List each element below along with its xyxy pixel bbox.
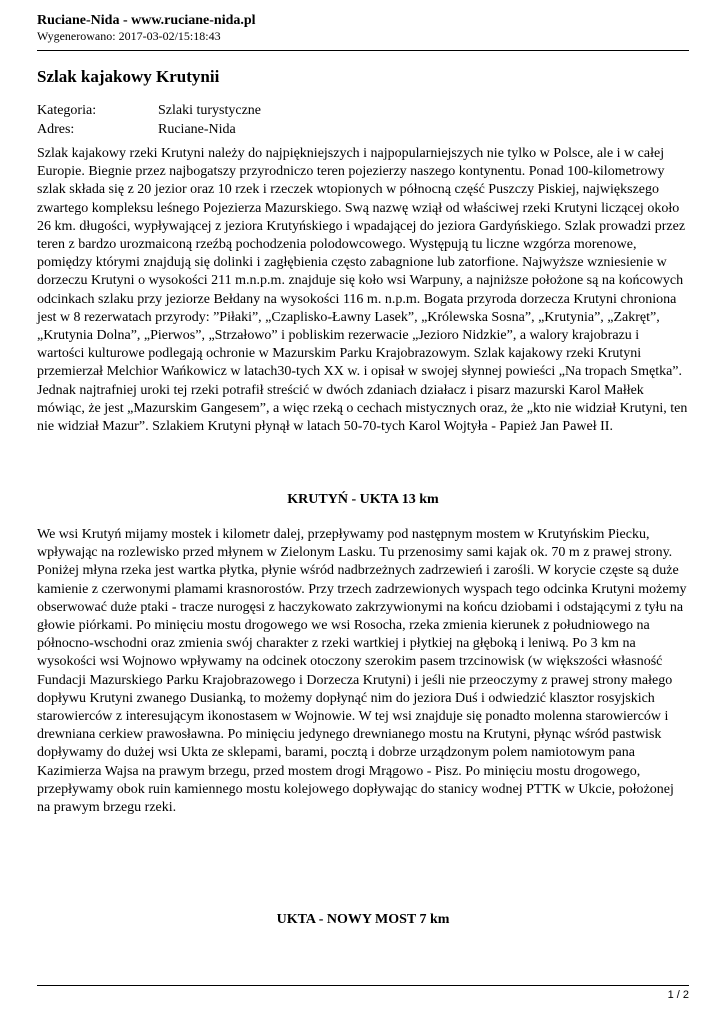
meta-row-category [37,101,261,120]
document-header [37,12,689,44]
generated-timestamp: Wygenerowano: 2017-03-02/15:18:43 [37,29,221,43]
site-name: Ruciane-Nida - www.ruciane-nida.pl [37,13,256,28]
page-title: Szlak kajakowy Krutynii [37,67,220,86]
section-heading-ukta-nowy-most: UKTA - NOWY MOST 7 km [276,912,450,927]
section-heading-krutyn-ukta: KRUTYŃ - UKTA 13 km [287,492,439,507]
meta-key: Adres: [37,122,75,137]
intro-text: Szlak kajakowy rzeki Krutyni należy do najpiękniejszych i najpopularniejszych nie tylko w Polsce, ale i w całej Europie. Biegnie przez najbogatszy przyrodniczo teren pojezierzy naszego kontynentu. Ponad 100-kilometrowy szlak składa się z 20 jezior oraz 10 rzek i rzeczek wtopionych w północną część Puszczy Piskiej, największego zwartego kompleksu leśnego Pojezierza Mazurskiego. Swą nazwę wziął od właściwej rzeki Krutyni liczącej około 26 km. długości, wypływającej z jeziora Krutyńskiego i wpadającej do jeziora Gardyńskiego. Szlak prowadzi przez teren z bardzo urozmaiconą rzeźbą pochodzenia polodowcowego. Występują tu liczne wzgórza morenowe, pomiędzy którymi znajdują się dolinki i zagłębienia często zabagnione lub zatorfione. Najwyższe wzniesienie w dorzeczu Krutyni o wysokości 211 m.n.p.m. znajduje się koło wsi Warpuny, a najniższe położone są na końcowych odcinkach szlaku przy jeziorze Bełdany na wysokości 116 m. n.p.m. Bogata przyroda dorzecza Krutyni chroniona jest w 8 rezerwatach przyrody: ”Piłaki”, „Czaplisko-Ławny Lasek”, „Królewska Sosna”, „Krutynia”, „Zakręt”, „Krutynia Dolna”, „Pierwos”, „Strzałowo” i pobliskim rezerwacie „Jezioro Nidzkie”, a walory krajobrazu i wartości kulturowe podlegają ochronie w Mazurskim Parku Krajobrazowym. Szlak kajakowy rzeki Krutyni przemierzał Melchior Wańkowicz w latach30-tych XX w. i opisał w swojej słynnej powieści „Na tropach Smętka”. Jednak najtrafniej uroki tej rzeki potrafił streścić w dwóch zdaniach działacz i pisarz mazurski Karol Małłek mówiąc, że jest „Mazurskim Gangesem”, a więc rzeką o cechach mistycznych oraz, że „kto nie widział Krutyni, ten nie widział Mazur”. Szlakiem Krutyni płynął w latach 50-70-tych Karol Wojtyła - Papież Jan Paweł II. [37,146,688,435]
section-text: We wsi Krutyń mijamy mostek i kilometr dalej, przepływamy pod następnym mostem w Krutyńskim Piecku, wpływając na rozlewisko przed młynem w Zielonym Lasku. Tu przenosimy sami kajak ok. 70 m z prawej strony. Poniżej młyna rzeka jest wartka płytka, płynie wśród nadbrzeżnych zadrzewień i zarośli. W korycie częste są duże kamienie z czerwonymi plamami krasnorostów. Przy trzech zadrzewionych wyspach tego odcinka Krutyni możemy obserwować duże ptaki - tracze nurogęsi z haczykowato zakrzywionymi na końcu dziobami i odstającymi z tyłu na głowie piórkami. Po minięciu mostu drogowego we wsi Rosocha, rzeka zmienia kierunek z południowego na północno-wschodni oraz zmienia swój charakter z rzeki wartkiej i płytkiej na głęboką i leniwą. Po 3 km na wysokości wsi Wojnowo wpływamy na odcinek otoczony szerokim pasem trzcinowisk (w większości własność Fundacji Mazurskiego Parku Krajobrazowego i Dorzecza Krutyni) i jeśli nie przeoczymy z prawej strony małego dopływu Krutyni zwanego Dusianką, to możemy dopłynąć nim do jeziora Duś i odwiedzić klasztor rosyjskich starowierców z interesującym ikonostasem w Wojnowie. W tej wsi znajduje się ponadto molenna starowierców i drewniana cerkiew prawosławna. Po minięciu jedynego drewnianego mostu na Krutyni, płynąc wśród pastwisk dopływamy do dużej wsi Ukta ze sklepami, barami, pocztą i dobrze urządzonym polem namiotowym pana Kazimierza Wajsa na prawym brzegu, przed mostem drogi Mrągowo - Pisz. Po minięciu mostu drogowego, przepływamy obok ruin kamiennego mostu kolejowego dopływając do stanicy wodnej PTTK w Ukcie, położonej na prawym brzegu rzeki. [37,527,687,816]
intro-paragraph [37,145,689,436]
footer-divider [37,985,689,986]
meta-value: Szlaki turystyczne [158,103,262,118]
meta-row-address [37,120,261,139]
meta-table [37,101,261,139]
header-divider [37,50,689,51]
page-number: 1 / 2 [667,989,689,1001]
meta-value: Ruciane-Nida [158,122,236,137]
section-paragraph-krutyn-ukta [37,526,689,817]
meta-key: Kategoria: [37,103,97,118]
